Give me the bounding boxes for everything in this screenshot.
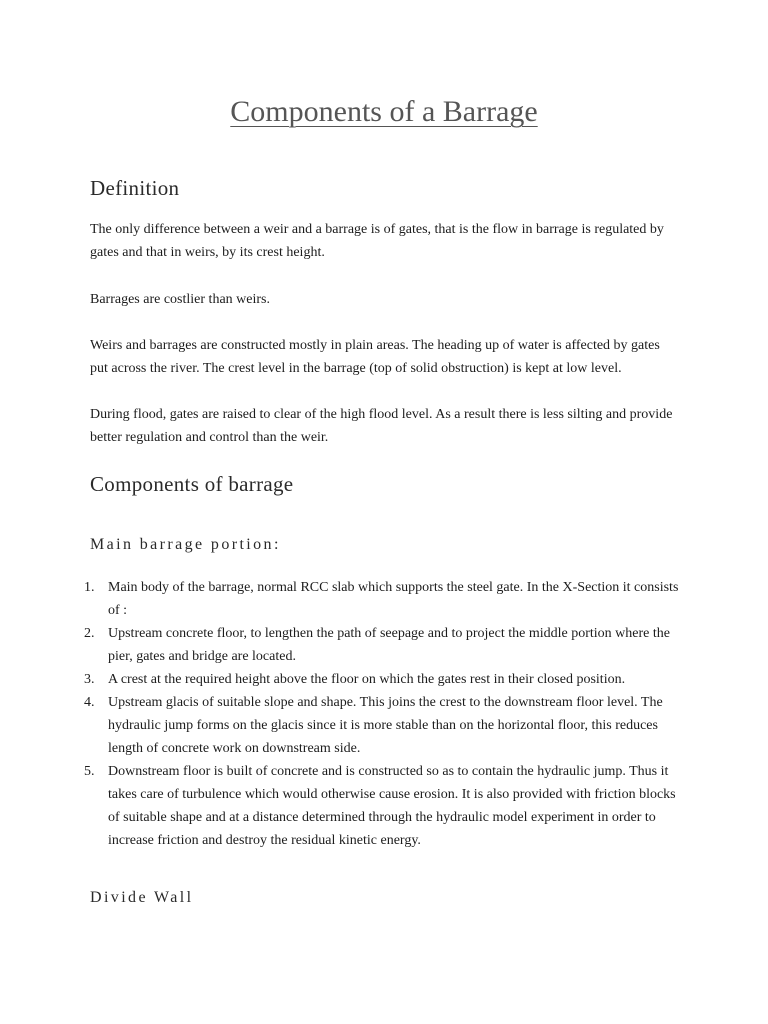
list-item-number: 4. xyxy=(84,695,95,710)
page-title: Components of a Barrage xyxy=(230,95,538,128)
list-item-text: A crest at the required height above the floor on which the gates rest in their closed position. xyxy=(108,672,626,687)
list-item-text: Upstream glacis of suitable slope and shape. This joins the crest to the downstream floor level. The hydraulic jump forms on the glacis since it is more stable than on the horizontal floor, this reduces length of concrete work on downstream side. xyxy=(108,695,663,756)
list-item-text: Main body of the barrage, normal RCC slab which supports the steel gate. In the X-Section it consists of : xyxy=(108,580,679,618)
list-item xyxy=(84,622,680,668)
list-item-text: Downstream floor is built of concrete and is constructed so as to contain the hydraulic jump. Thus it takes care of turbulence which would otherwise cause erosion. It is also provided with friction blocks of suitable shape and at a distance determined through the hydraulic model experiment in order to increase friction and destroy the residual kinetic energy. xyxy=(108,764,676,848)
divide-wall-heading: Divide Wall xyxy=(90,889,194,906)
list-item-number: 5. xyxy=(84,764,95,779)
list-item xyxy=(84,668,680,691)
components-list xyxy=(84,576,680,852)
list-item-text: Upstream concrete floor, to lengthen the path of seepage and to project the middle portion where the pier, gates and bridge are located. xyxy=(108,626,670,664)
definition-paragraph-4: During flood, gates are raised to clear of the high flood level. As a result there is less silting and provide better regulation and control than the weir. xyxy=(90,407,673,445)
list-item xyxy=(84,576,680,622)
components-heading: Components of barrage xyxy=(90,472,294,496)
list-item xyxy=(84,760,680,852)
main-barrage-portion-heading: Main barrage portion: xyxy=(90,536,281,553)
definition-heading: Definition xyxy=(90,176,180,200)
definition-paragraph-3: Weirs and barrages are constructed mostly in plain areas. The heading up of water is affected by gates put across the river. The crest level in the barrage (top of solid obstruction) is kept at low level. xyxy=(90,338,660,376)
definition-paragraph-1: The only difference between a weir and a barrage is of gates, that is the flow in barrage is regulated by gates and that in weirs, by its crest height. xyxy=(90,222,664,260)
list-item-number: 1. xyxy=(84,580,95,595)
list-item-number: 3. xyxy=(84,672,95,687)
list-item-number: 2. xyxy=(84,626,95,641)
list-item xyxy=(84,691,680,760)
definition-paragraph-2: Barrages are costlier than weirs. xyxy=(90,292,270,307)
